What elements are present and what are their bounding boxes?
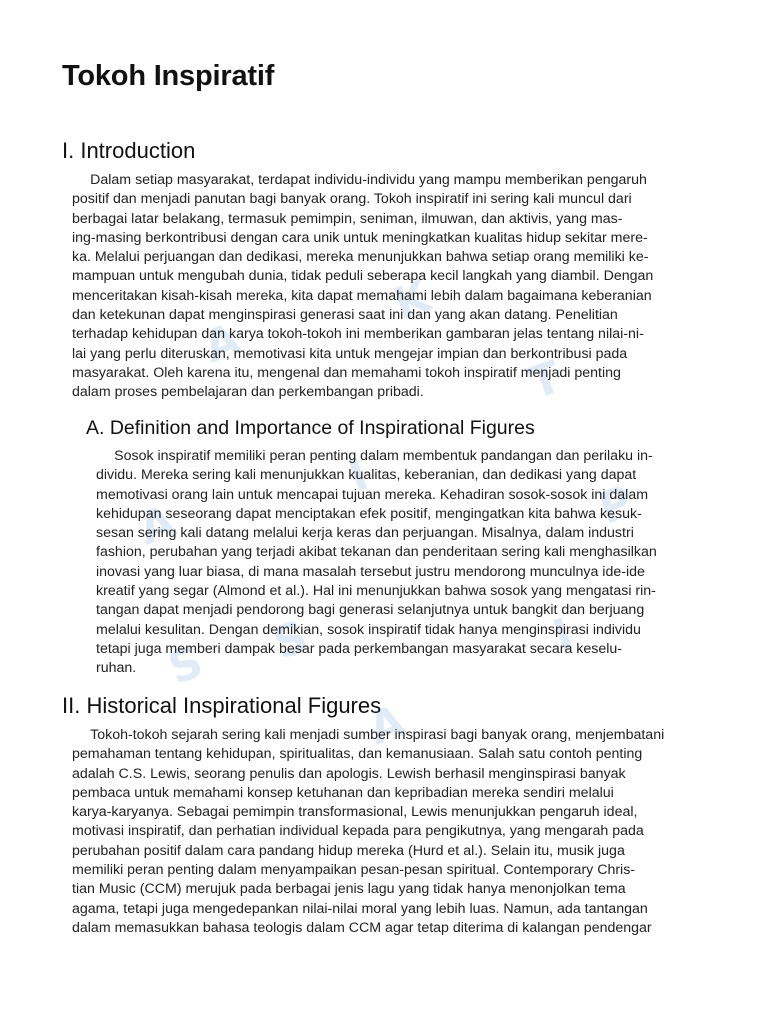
paragraph-line: dalam proses pembelajaran dan perkembangan pribadi. xyxy=(72,384,424,401)
watermark-letter: S xyxy=(267,611,315,670)
paragraph-line: karya-karyanya. Sebagai pemimpin transformasional, Lewis menunjukkan pengaruh ideal, xyxy=(72,804,638,821)
introduction-paragraph xyxy=(72,171,700,403)
paragraph-line: memotivasi orang lain untuk mencapai tujuan mereka. Kehadiran sosok-sosok ini dalam xyxy=(96,486,649,503)
watermark-letter: K xyxy=(387,270,437,331)
paragraph-line: dividu. Mereka sering kali menunjukkan kualitas, keberanian, dan dedikasi yang dapat xyxy=(96,467,637,484)
paragraph-line: ruhan. xyxy=(96,660,137,677)
paragraph-line: kehidupan seseorang dapat menciptakan efek positif, mengingatkan kita bahwa kesuk- xyxy=(96,505,642,522)
paragraph-line: Sosok inspiratif memiliki peran penting dalam membentuk pandangan dan perilaku in- xyxy=(96,448,653,464)
watermark-letter: T xyxy=(522,351,568,410)
paragraph-line: perubahan positif dalam cara pandang hidup mereka (Hurd et al.). Selain itu, musik juga xyxy=(72,842,625,859)
watermark-letter: S xyxy=(162,636,210,695)
paragraph-line: tangan dapat menjadi pendorong bagi generasi selanjutnya untuk bangkit dan berjuang xyxy=(96,602,645,619)
paragraph-line: melalui kesulitan. Dengan demikian, sosok inspiratif tidak hanya menginspirasi individu xyxy=(96,621,641,638)
paragraph-line: dan ketekunan dapat menginspirasi generasi saat ini dan yang akan datang. Penelitian xyxy=(72,307,618,324)
paragraph-line: sesan sering kali datang melalui kerja keras dan perjuangan. Misalnya, dalam industri xyxy=(96,525,634,542)
paragraph-line: ing-masing berkontribusi dengan cara unik untuk meningkatkan kualitas hidup sekitar mere- xyxy=(72,229,648,246)
section-heading-historical: II. Historical Inspirational Figures xyxy=(62,693,382,718)
paragraph-line: dalam memasukkan bahasa teologis dalam CCM agar tetap diterima di kalangan pendengar xyxy=(72,919,652,936)
paragraph-line: tian Music (CCM) merujuk pada berbagai jenis lagu yang tidak hanya menonjolkan tema xyxy=(72,881,626,898)
paragraph-line: tetapi juga memberi dampak besar pada perkembangan masyarakat secara keselu- xyxy=(96,640,623,657)
paragraph-line: kreatif yang segar (Almond et al.). Hal ini menunjukkan bahwa sosok yang mengatasi rin- xyxy=(96,583,656,600)
paragraph-line: adalah C.S. Lewis, seorang penulis dan apologis. Lewish berhasil menginspirasi banyak xyxy=(72,765,626,782)
paragraph-line: masyarakat. Oleh karena itu, mengenal dan memahami tokoh inspiratif menjadi penting xyxy=(72,364,621,381)
paragraph-line: Tokoh-tokoh sejarah sering kali menjadi sumber inspirasi bagi banyak orang, menjembatani xyxy=(72,727,665,743)
definition-paragraph xyxy=(96,447,700,679)
paragraph-line: menceritakan kisah-kisah mereka, kita dapat memahami lebih dalam bagaimana keberanian xyxy=(72,287,652,304)
watermark-letter: I xyxy=(341,448,375,503)
section-heading-introduction: I. Introduction xyxy=(62,138,196,163)
paragraph-line: fashion, perubahan yang terjadi akibat tekanan dan penderitaan sering kali menghasilkan xyxy=(96,544,657,561)
paragraph-line: lai yang perlu diteruskan, memotivasi kita untuk mengejar impian dan berkontribusi pada xyxy=(72,345,628,362)
watermark-letter: A xyxy=(362,695,412,756)
watermark-letter: A xyxy=(197,313,247,374)
paragraph-line: ka. Melalui perjuangan dan dedikasi, mereka menunjukkan bahwa setiap orang memiliki ke- xyxy=(72,249,649,266)
paragraph-line: agama, tetapi juga mengedepankan nilai-nilai moral yang lebih luas. Namun, ada tantangan xyxy=(72,900,648,917)
paragraph-line: pembaca untuk memahami konsep ketuhanan dan kepribadian mereka sendiri melalui xyxy=(72,784,614,801)
paragraph-line: positif dan menjadi panutan bagi banyak orang. Tokoh inspiratif ini sering kali muncul dari xyxy=(72,191,632,208)
paragraph-line: mampuan untuk mengubah dunia, tidak peduli seberapa kecil langkah yang diambil. Dengan xyxy=(72,268,654,285)
historical-paragraph xyxy=(72,726,712,938)
paragraph-line: inovasi yang luar biasa, di mana masalah tersebut justru mendorong munculnya ide-ide xyxy=(96,563,645,580)
page-title: Tokoh Inspiratif xyxy=(62,60,275,92)
paragraph-line: pemahaman tentang kehidupan, spiritualitas, dan kemanusiaan. Salah satu contoh penting xyxy=(72,746,643,763)
paragraph-line: berbagai latar belakang, termasuk pemimpin, seniman, ilmuwan, dan aktivis, yang mas- xyxy=(72,210,623,227)
watermark-letter: A xyxy=(132,495,182,556)
subsection-heading-definition: A. Definition and Importance of Inspirational Figures xyxy=(86,417,535,439)
watermark-letter: P xyxy=(592,476,640,535)
paragraph-line: Dalam setiap masyarakat, terdapat individu-individu yang mampu memberikan pengaruh xyxy=(72,172,647,188)
watermark-letter: I xyxy=(546,608,580,663)
paragraph-line: motivasi inspiratif, dan perhatian individual kepada para pengikutnya, yang mengarah pada xyxy=(72,823,644,840)
paragraph-line: terhadap kehidupan dan karya tokoh-tokoh ini memberikan gambaran jelas tentang nilai-ni- xyxy=(72,326,644,343)
paragraph-line: memiliki peran penting dalam menyampaikan pesan-pesan spiritual. Contemporary Chris- xyxy=(72,862,636,879)
